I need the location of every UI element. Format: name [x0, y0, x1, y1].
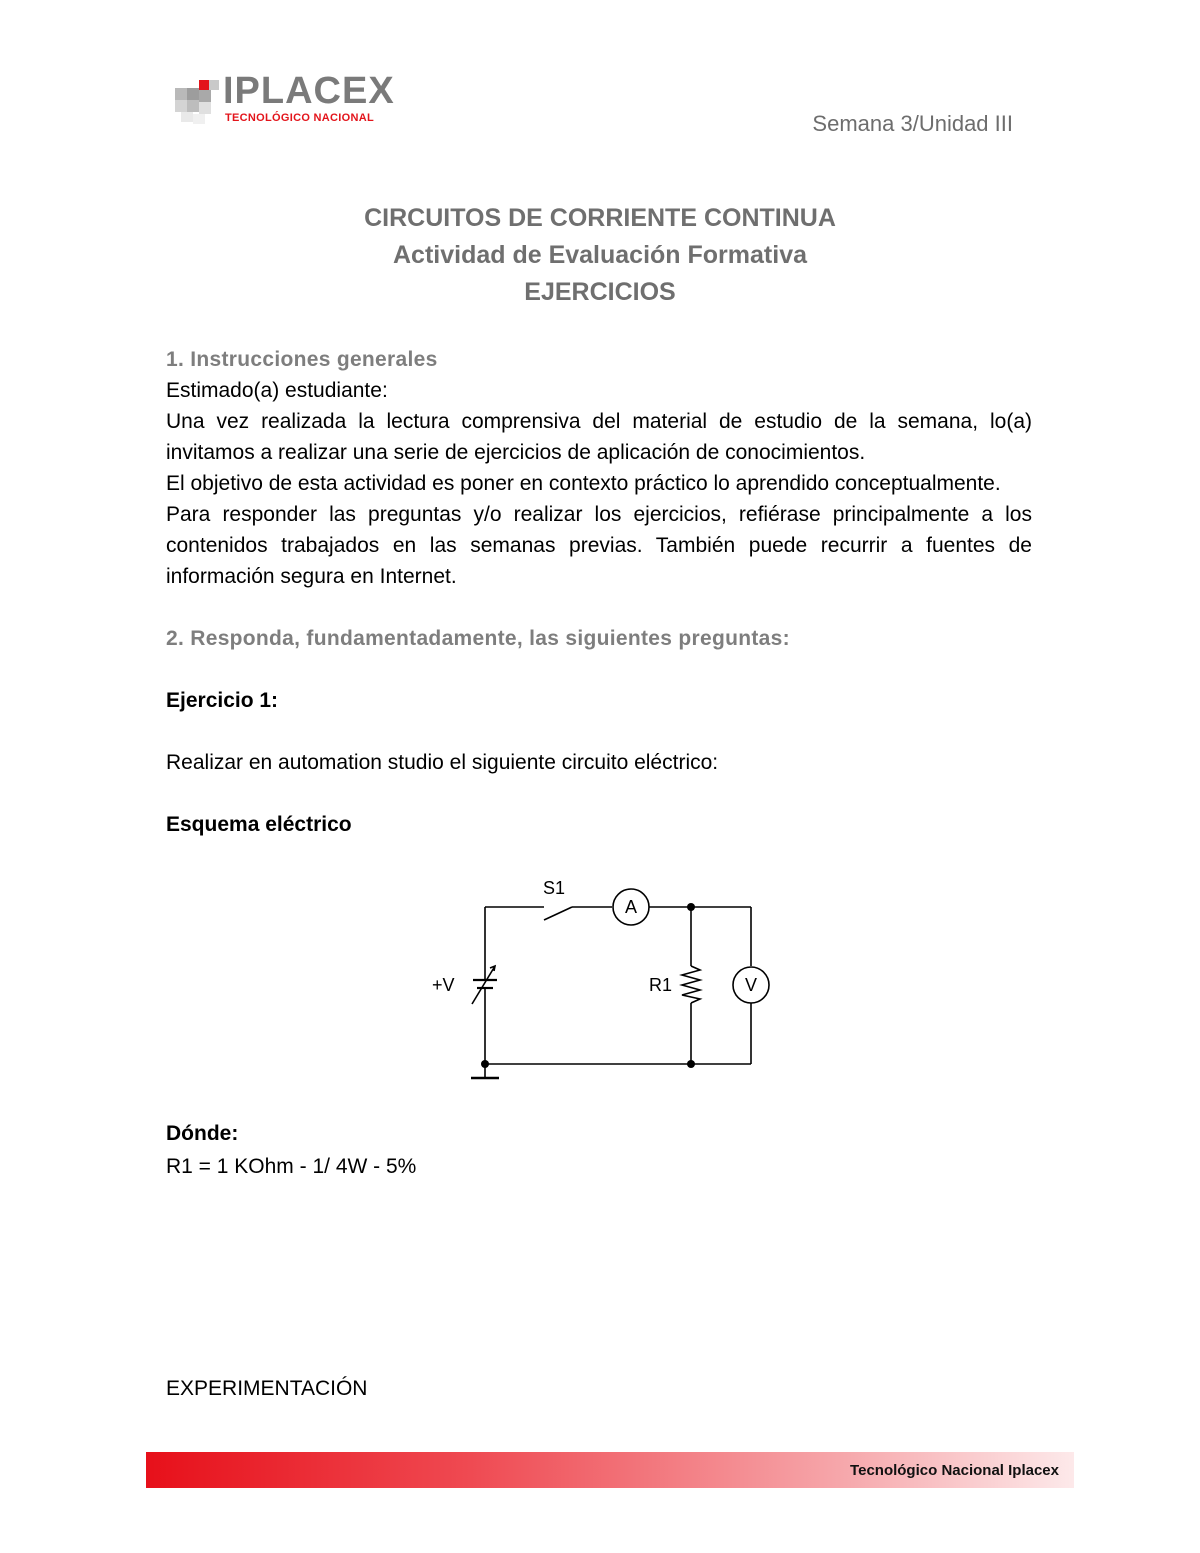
instructions-paragraph-3: Para responder las preguntas y/o realizar los ejercicios, refiérase principalmente a los contenidos trabajados en las semanas previas. También puede recurrir a fuentes de información segura en Internet. — [166, 503, 1032, 588]
circuit-diagram — [420, 868, 780, 1098]
iplacex-logo — [175, 70, 395, 128]
voltmeter-label: V — [744, 975, 758, 995]
document-title — [0, 200, 1200, 311]
resistor-zigzag — [682, 966, 700, 1003]
logo-name: IPLACEX — [223, 70, 395, 112]
r1-spec: R1 = 1 KOhm - 1/ 4W - 5% — [166, 1155, 417, 1178]
week-unit-label: Semana 3/Unidad III — [812, 111, 1013, 136]
source-label: +V — [432, 975, 455, 995]
greeting: Estimado(a) estudiante: — [166, 379, 388, 402]
experimentacion-heading: EXPERIMENTACIÓN — [166, 1377, 368, 1400]
logo-subtitle: TECNOLÓGICO NACIONAL — [225, 112, 374, 124]
where-block — [166, 1117, 416, 1183]
instructions-paragraph-1: Una vez realizada la lectura comprensiva del material de estudio de la semana, lo(a) invitamos a realizar una serie de ejercicios de aplicación de conocimientos. — [166, 410, 1032, 464]
junction-bottom-right — [687, 1060, 695, 1068]
where-label: Dónde: — [166, 1122, 239, 1145]
title-line-3: EJERCICIOS — [524, 278, 676, 306]
junction-top — [687, 903, 695, 911]
junction-bottom-left — [481, 1060, 489, 1068]
schema-label: Esquema eléctrico — [166, 813, 352, 836]
title-line-2: Actividad de Evaluación Formativa — [392, 241, 807, 269]
exercise-1-instruction: Realizar en automation studio el siguiente circuito eléctrico: — [166, 751, 719, 774]
section-1-heading: 1. Instrucciones generales — [166, 348, 438, 371]
ammeter-label: A — [624, 897, 638, 917]
instructions-paragraph-2: El objetivo de esta actividad es poner en contexto práctico lo aprendido conceptualmente. — [166, 472, 1001, 495]
resistor-label: R1 — [649, 975, 673, 995]
exercise-1-title: Ejercicio 1: — [166, 689, 279, 712]
section-2-heading: 2. Responda, fundamentadamente, las siguientes preguntas: — [166, 627, 790, 650]
logo-mosaic-icon — [175, 80, 219, 124]
variable-arrow-line — [472, 966, 495, 1004]
document-body — [166, 344, 1032, 840]
circuit-svg — [420, 868, 780, 1098]
title-line-1: CIRCUITOS DE CORRIENTE CONTINUA — [364, 204, 836, 232]
footer-text: Tecnológico Nacional Iplacex — [850, 1462, 1059, 1479]
switch-blade — [544, 907, 572, 920]
switch-label: S1 — [543, 878, 566, 898]
